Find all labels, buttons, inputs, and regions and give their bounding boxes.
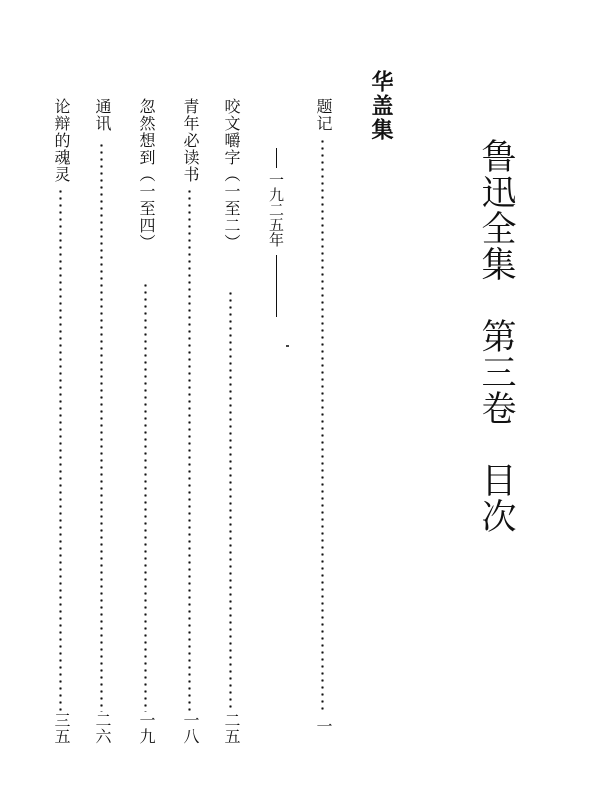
- toc-entry-title: 忽然想到（一至四）: [137, 98, 156, 251]
- year-label: 一九二五年: [267, 172, 285, 247]
- dot-leader: [144, 282, 147, 712]
- year-rule-top: [276, 148, 277, 168]
- toc-entry-page: 二五: [222, 712, 241, 744]
- toc-entry-title: 青年必读书: [181, 98, 200, 183]
- toc-entry-title: 题记: [314, 98, 333, 132]
- toc-entry-page: 二六: [93, 712, 112, 744]
- toc-entry-page: 三五: [52, 712, 71, 744]
- dot-leader: [59, 188, 62, 712]
- toc-entry-title: 论辩的魂灵: [52, 98, 71, 183]
- toc-entry-title: 通讯: [93, 98, 112, 132]
- toc-entry-page: 一: [314, 718, 333, 734]
- toc-entry-title: 咬文嚼字（一至二）: [222, 98, 241, 251]
- toc-entry-page: 一九: [137, 712, 156, 744]
- toc-entry-page: 一八: [181, 712, 200, 744]
- collection-title: 华盖集: [368, 70, 394, 142]
- print-speck: [286, 345, 289, 347]
- year-rule-bottom: [276, 255, 277, 317]
- dot-leader: [100, 142, 103, 712]
- book-title: 鲁迅全集 第三卷 目次: [476, 138, 516, 534]
- dot-leader: [321, 138, 324, 712]
- dot-leader: [229, 290, 232, 712]
- dot-leader: [188, 188, 191, 712]
